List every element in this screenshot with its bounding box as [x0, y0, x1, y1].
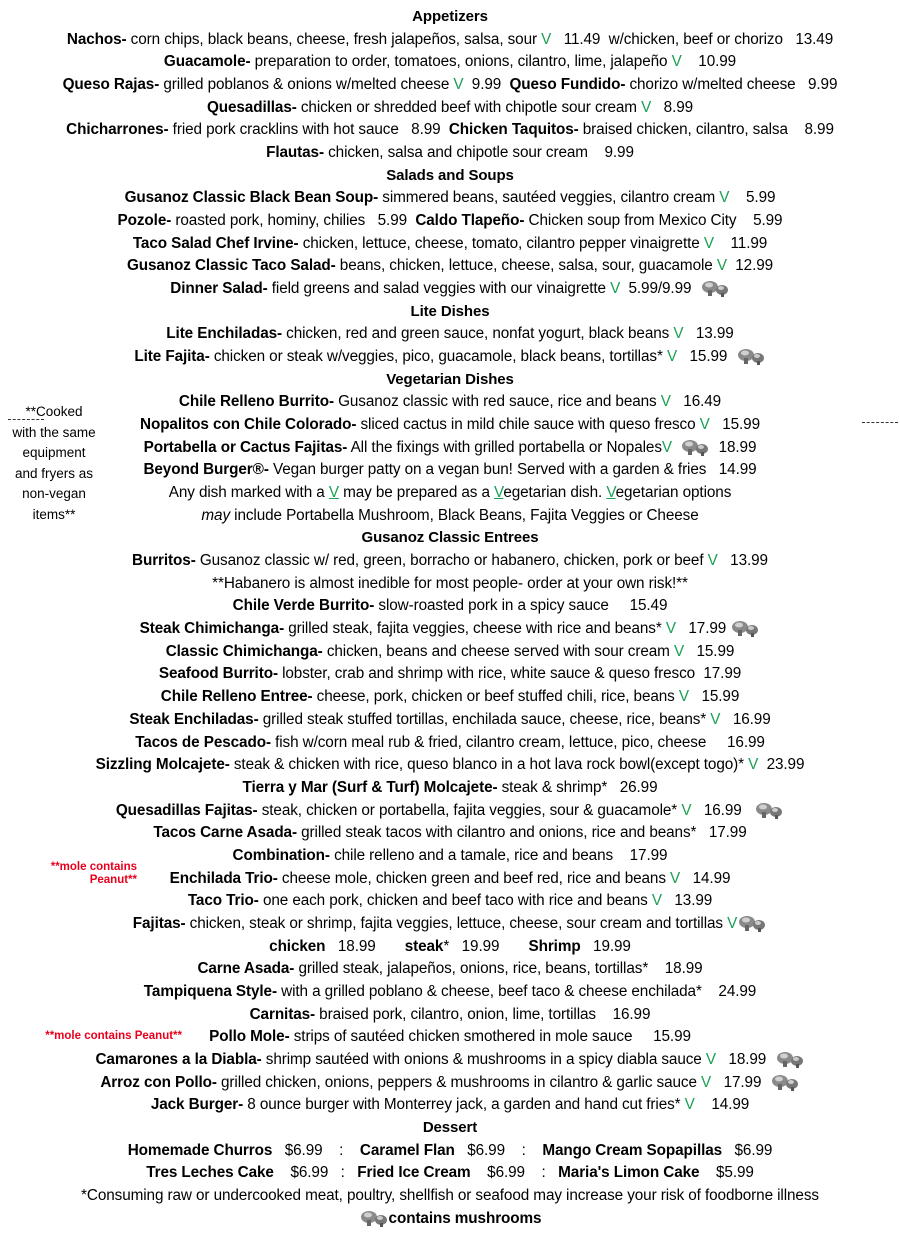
item-text: field greens and salad veggies with our vinaigrette [267, 280, 611, 298]
item-name: Tampiquena Style- [143, 982, 277, 1000]
vegetarian-mark: V [665, 620, 676, 638]
menu-document [0, 6, 900, 1230]
item-text: Vegetarian Dishes [386, 370, 514, 388]
item-name: Guacamole- [163, 53, 251, 71]
item-text: 15.99 [689, 688, 740, 706]
vegetarian-mark: V [660, 393, 671, 411]
menu-line [0, 1094, 900, 1117]
item-name: Flautas- [266, 144, 324, 162]
side-note-cooked [2, 402, 106, 525]
menu-line [0, 573, 900, 596]
item-name: Lite Enchiladas- [166, 325, 283, 343]
item-text: 17.99 [675, 620, 731, 638]
item-text: beans, chicken, lettuce, cheese, salsa, sour, guacamole [335, 257, 717, 275]
item-text: slow-roasted pork in a spicy sauce 15.49 [374, 597, 668, 615]
item-name: Chile Relleno Burrito- [178, 393, 334, 411]
menu-line [0, 505, 900, 528]
item-text: chicken or shredded beef with chipotle sour cream [296, 98, 642, 116]
item-name: Nachos- [66, 30, 127, 48]
mushroom-icon [730, 619, 760, 637]
menu-line [0, 210, 900, 233]
item-text: 14.99 [680, 869, 731, 887]
vegetarian-mark: V [707, 552, 718, 570]
menu-line [0, 482, 900, 505]
item-text [672, 439, 680, 456]
item-text: *Consuming raw or undercooked meat, poultry, shellfish or seafood may increase your risk of foodborne illness [81, 1186, 819, 1204]
menu-line [0, 1072, 900, 1095]
menu-line [0, 437, 900, 460]
item-name: Quesadillas- [206, 98, 297, 116]
menu-line [0, 890, 900, 913]
item-text: Gusanoz classic with red sauce, rice and beans [333, 393, 661, 411]
item-text: **Habanero is almost inedible for most people- order at your own risk!** [212, 574, 688, 592]
item-text: may be prepared as a [338, 484, 495, 502]
vegetarian-mark: V [453, 76, 464, 94]
item-text: grilled steak stuffed tortillas, enchilada sauce, cheese, rice, beans* [258, 710, 711, 728]
item-text: 16.99 [720, 710, 771, 728]
divider [862, 422, 898, 423]
item-text: fish w/corn meal rub & fried, cilantro cream, lettuce, pico, cheese 16.99 [270, 733, 765, 751]
menu-line [0, 618, 900, 641]
item-text: steak & chicken with rice, queso blanco in a hot lava rock bowl(except togo)* [229, 756, 749, 774]
item-text: preparation to order, tomatoes, onions, cilantro, lime, jalapeño [250, 53, 672, 71]
section-heading [0, 6, 900, 29]
vegetarian-mark: V [716, 257, 727, 275]
item-text: 18.99 [710, 438, 757, 456]
item-text: chicken, steak or shrimp, fajita veggies, lettuce, cheese, sour cream and tortillas [185, 914, 728, 932]
item-text: chorizo w/melted cheese 9.99 [625, 76, 838, 94]
item-name: Taco Salad Chef Irvine- [132, 234, 299, 252]
menu-line [0, 255, 900, 278]
menu-line [0, 1049, 900, 1072]
vegetarian-mark: V [670, 869, 681, 887]
menu-line [0, 822, 900, 845]
vegetarian-mark: V [681, 801, 692, 819]
item-text: 12.99 [726, 257, 774, 275]
item-name: Carnitas- [249, 1005, 316, 1023]
note-line: equipment [22, 445, 86, 460]
item-text: All the fixings with grilled portabella or Nopales [347, 438, 662, 456]
item-name: Beyond Burger®- [143, 461, 269, 479]
item-text: Appetizers [412, 8, 488, 25]
item-text: Chicken soup from Mexico City 5.99 [524, 212, 783, 230]
menu-line [0, 1140, 900, 1163]
item-text: grilled chicken, onions, peppers & mushrooms in cilantro & garlic sauce [216, 1073, 702, 1091]
menu-line [0, 51, 900, 74]
item-text: may [201, 506, 230, 524]
item-text: cheese mole, chicken green and beef red, rice and beans [277, 869, 671, 887]
item-text: 14.99 [694, 1096, 750, 1114]
item-name: Shrimp [528, 937, 581, 955]
menu-line [0, 142, 900, 165]
menu-line [0, 346, 900, 369]
item-text: 5.99 [729, 189, 776, 207]
menu-line [0, 913, 900, 936]
note-line: Peanut** [89, 874, 137, 886]
item-name: Tierra y Mar (Surf & Turf) Molcajete- [242, 778, 498, 796]
item-text: with a grilled poblano & cheese, beef taco & cheese enchilada* 24.99 [276, 982, 757, 1000]
menu-line [0, 187, 900, 210]
item-text: 18.99 [325, 937, 405, 955]
menu-line [0, 1004, 900, 1027]
item-text: cheese, pork, chicken or beef stuffed chili, rice, beans [312, 688, 679, 706]
menu-line [0, 97, 900, 120]
item-text: $6.99 [722, 1141, 773, 1159]
item-name: Queso Fundido- [509, 76, 626, 94]
note-line: **mole contains [50, 861, 137, 873]
mole-peanut-warning [20, 861, 137, 887]
vegetarian-mark: V [671, 53, 682, 71]
menu-line [0, 777, 900, 800]
item-name: Caramel Flan [359, 1141, 455, 1159]
item-text: 17.99 [711, 1073, 770, 1091]
vegetarian-mark: V [705, 1050, 716, 1068]
item-text: 23.99 [758, 756, 805, 774]
item-name: steak [404, 937, 444, 955]
mushroom-icon [736, 347, 766, 365]
section-heading [0, 527, 900, 550]
vegetarian-mark: V [661, 438, 672, 456]
item-name: Mango Cream Sopapillas [542, 1141, 723, 1159]
item-name: Pozole- [117, 212, 172, 230]
item-text: grilled steak tacos with cilantro and onions, rice and beans* 17.99 [296, 824, 747, 842]
vegetarian-mark: V [328, 484, 339, 502]
item-name: Classic Chimichanga- [165, 642, 323, 660]
vegetarian-mark: V [748, 756, 759, 774]
item-text: 13.99 [683, 325, 734, 343]
item-text: 9.99 [463, 76, 510, 94]
item-text: 13.99 [661, 892, 713, 910]
item-text: 18.99 [715, 1050, 775, 1068]
vegetarian-mark: V [494, 484, 504, 502]
item-text: braised chicken, cilantro, salsa 8.99 [578, 121, 834, 139]
section-heading [0, 369, 900, 392]
item-text: Lite Dishes [410, 302, 490, 320]
menu-line [0, 732, 900, 755]
vegetarian-mark: V [678, 688, 689, 706]
menu-line [0, 595, 900, 618]
mole-peanut-warning: **mole contains Peanut** [45, 1030, 182, 1042]
item-text: shrimp sautéed with onions & mushrooms in a spicy diabla sauce [261, 1050, 706, 1068]
item-text: 15.99 [677, 348, 736, 366]
vegetarian-mark: V [719, 189, 730, 207]
vegetarian-mark: V [684, 1096, 695, 1114]
item-text: strips of sautéed chicken smothered in mole sauce 15.99 [289, 1028, 691, 1046]
item-text: * 19.99 [443, 937, 529, 955]
item-name: Sizzling Molcajete- [95, 756, 230, 774]
menu-line [0, 641, 900, 664]
menu-line [0, 800, 900, 823]
item-name: Queso Rajas- [62, 76, 160, 94]
item-text: fried pork cracklins with hot sauce 8.99 [168, 121, 449, 139]
item-text: lobster, crab and shrimp with rice, white sauce & queso fresco 17.99 [277, 665, 742, 683]
item-text: chicken or steak w/veggies, pico, guacamole, black beans, tortillas* [209, 348, 667, 366]
menu-line [0, 663, 900, 686]
item-name: chicken [269, 937, 326, 955]
item-text: Gusanoz Classic Entrees [361, 529, 539, 547]
item-text: egetarian options [615, 484, 732, 502]
item-name: Tacos Carne Asada- [153, 824, 297, 842]
menu-line [0, 936, 900, 959]
item-text: 11.99 [713, 234, 768, 252]
item-text: steak, chicken or portabella, fajita veggies, sour & guacamole* [257, 801, 682, 819]
menu-line [0, 1162, 900, 1185]
item-text: 8 ounce burger with Monterrey jack, a garden and hand cut fries* [243, 1096, 685, 1114]
menu-line [0, 754, 900, 777]
menu-line [0, 323, 900, 346]
item-name: Burritos- [132, 552, 196, 570]
item-text: steak & shrimp* 26.99 [497, 778, 658, 796]
item-text: grilled poblanos & onions w/melted cheese [159, 76, 454, 94]
item-text: $6.99 : [273, 1164, 358, 1182]
menu-line [0, 958, 900, 981]
vegetarian-mark: V [703, 234, 714, 252]
item-name: Portabella or Cactus Fajitas- [143, 438, 348, 456]
item-text: 15.99 [684, 642, 735, 660]
item-text: 10.99 [681, 53, 737, 71]
item-text: Dessert [422, 1118, 478, 1136]
item-text: chicken, salsa and chipotle sour cream 9.99 [323, 144, 634, 162]
item-name: Seafood Burrito- [158, 665, 278, 683]
mushroom-icon [737, 914, 767, 932]
item-text: Any dish marked with a [168, 484, 329, 502]
section-heading [0, 1117, 900, 1140]
item-text: include Portabella Mushroom, Black Beans, Fajita Veggies or Cheese [230, 506, 699, 524]
item-name: Dinner Salad- [170, 280, 268, 298]
item-text: sliced cactus in mild chile sauce with queso fresco [356, 416, 700, 434]
item-text: chicken, beans and cheese served with sour cream [322, 642, 674, 660]
mushroom-icon [770, 1073, 800, 1091]
item-name: Arroz con Pollo- [100, 1073, 217, 1091]
item-text: chicken, red and green sauce, nonfat yogurt, black beans [282, 325, 674, 343]
vegetarian-mark: V [673, 325, 684, 343]
item-text: $6.99 : [454, 1141, 543, 1159]
section-heading [0, 301, 900, 324]
item-text: Vegan burger patty on a vegan bun! Served with a garden & fries 14.99 [268, 461, 757, 479]
vegetarian-mark: V [666, 348, 678, 366]
item-text: simmered beans, sautéed veggies, cilantro cream [378, 189, 720, 207]
mushroom-icon [680, 438, 710, 456]
item-name: Chile Relleno Entree- [160, 688, 313, 706]
item-text: chicken, lettuce, cheese, tomato, cilantro pepper vinaigrette [298, 234, 704, 252]
item-text: $6.99 : [272, 1141, 360, 1159]
item-name: Caldo Tlapeño- [415, 212, 525, 230]
item-text: roasted pork, hominy, chilies 5.99 [171, 212, 416, 230]
mushroom-icon [775, 1050, 805, 1068]
menu-line [0, 278, 900, 301]
item-name: Steak Chimichanga- [139, 620, 285, 638]
item-name: Steak Enchiladas- [129, 710, 259, 728]
item-name: Gusanoz Classic Black Bean Soup- [124, 189, 379, 207]
item-text: 19.99 [580, 937, 631, 955]
menu-line [0, 550, 900, 573]
vegetarian-mark: V [641, 98, 652, 116]
item-name: Tacos de Pescado- [135, 733, 271, 751]
item-name: Nopalitos con Chile Colorado- [140, 416, 357, 434]
vegetarian-mark: V [727, 914, 738, 932]
item-text: Gusanoz classic w/ red, green, borracho or habanero, chicken, pork or beef [195, 552, 708, 570]
mushroom-icon [700, 279, 730, 297]
item-name: Lite Fajita- [134, 348, 210, 366]
item-text: grilled steak, jalapeños, onions, rice, beans, tortillas* 18.99 [294, 960, 703, 978]
menu-line [0, 119, 900, 142]
item-name: Chile Verde Burrito- [232, 597, 375, 615]
item-text: 16.99 [691, 801, 755, 819]
vegetarian-mark: V [606, 484, 616, 502]
vegetarian-mark: V [673, 642, 685, 660]
item-text: Salads and Soups [386, 166, 514, 184]
menu-line [0, 233, 900, 256]
item-name: Chicken Taquitos- [448, 121, 579, 139]
item-name: contains mushrooms [388, 1209, 542, 1227]
menu-line [0, 391, 900, 414]
item-name: Homemade Churros [127, 1141, 273, 1159]
vegetarian-mark: V [710, 710, 721, 728]
item-name: Carne Asada- [197, 960, 295, 978]
item-text: one each pork, chicken and beef taco with rice and beans [258, 892, 652, 910]
item-text: 8.99 [651, 98, 694, 116]
section-heading [0, 165, 900, 188]
mushroom-icon [359, 1209, 389, 1227]
menu-line [0, 74, 900, 97]
item-name: Combination- [232, 846, 330, 864]
item-name: Maria's Limon Cake [558, 1164, 700, 1182]
item-text: grilled steak, fajita veggies, cheese with rice and beans* [284, 620, 666, 638]
item-name: Fried Ice Cream [357, 1164, 471, 1182]
item-name: Camarones a la Diabla- [95, 1050, 262, 1068]
item-text: $5.99 [699, 1164, 754, 1182]
item-text: chile relleno and a tamale, rice and beans 17.99 [329, 846, 668, 864]
menu-line [0, 709, 900, 732]
vegetarian-mark: V [541, 30, 552, 48]
item-text: corn chips, black beans, cheese, fresh jalapeños, salsa, sour [126, 30, 542, 48]
item-text: 11.49 w/chicken, beef or chorizo 13.49 [551, 30, 834, 48]
menu-line [0, 414, 900, 437]
item-name: Fajitas- [132, 914, 186, 932]
vegetarian-mark: V [701, 1073, 712, 1091]
item-text: 13.99 [717, 552, 768, 570]
menu-line [0, 686, 900, 709]
menu-line [0, 1185, 900, 1208]
item-name: Gusanoz Classic Taco Salad- [126, 257, 336, 275]
note-line: items** [32, 506, 76, 522]
menu-line [0, 1208, 900, 1231]
menu-line [0, 459, 900, 482]
item-name: Chicharrones- [66, 121, 169, 139]
note-line: and fryers as [14, 465, 94, 481]
vegetarian-mark: V [651, 892, 662, 910]
mushroom-icon [754, 801, 784, 819]
note-line: non-vegan [22, 486, 86, 501]
item-text: braised pork, cilantro, onion, lime, tortillas 16.99 [315, 1005, 651, 1023]
note-line: **Cooked [25, 404, 83, 419]
item-name: Enchilada Trio- [169, 869, 278, 887]
item-text: 5.99/9.99 [620, 280, 700, 298]
item-name: Tres Leches Cake [146, 1164, 274, 1182]
menu-line [0, 29, 900, 52]
item-text: 16.49 [670, 393, 722, 411]
vegetarian-mark: V [610, 280, 621, 298]
note-line: with the same [12, 424, 96, 440]
item-name: Pollo Mole- [209, 1028, 290, 1046]
item-name: Quesadillas Fajitas- [115, 801, 258, 819]
item-name: Jack Burger- [150, 1096, 244, 1114]
item-name: Taco Trio- [187, 892, 259, 910]
vegetarian-mark: V [699, 416, 710, 434]
item-text: $6.99 : [470, 1164, 559, 1182]
item-text: 15.99 [709, 416, 760, 434]
item-text: egetarian dish. [503, 484, 607, 502]
menu-line [0, 981, 900, 1004]
